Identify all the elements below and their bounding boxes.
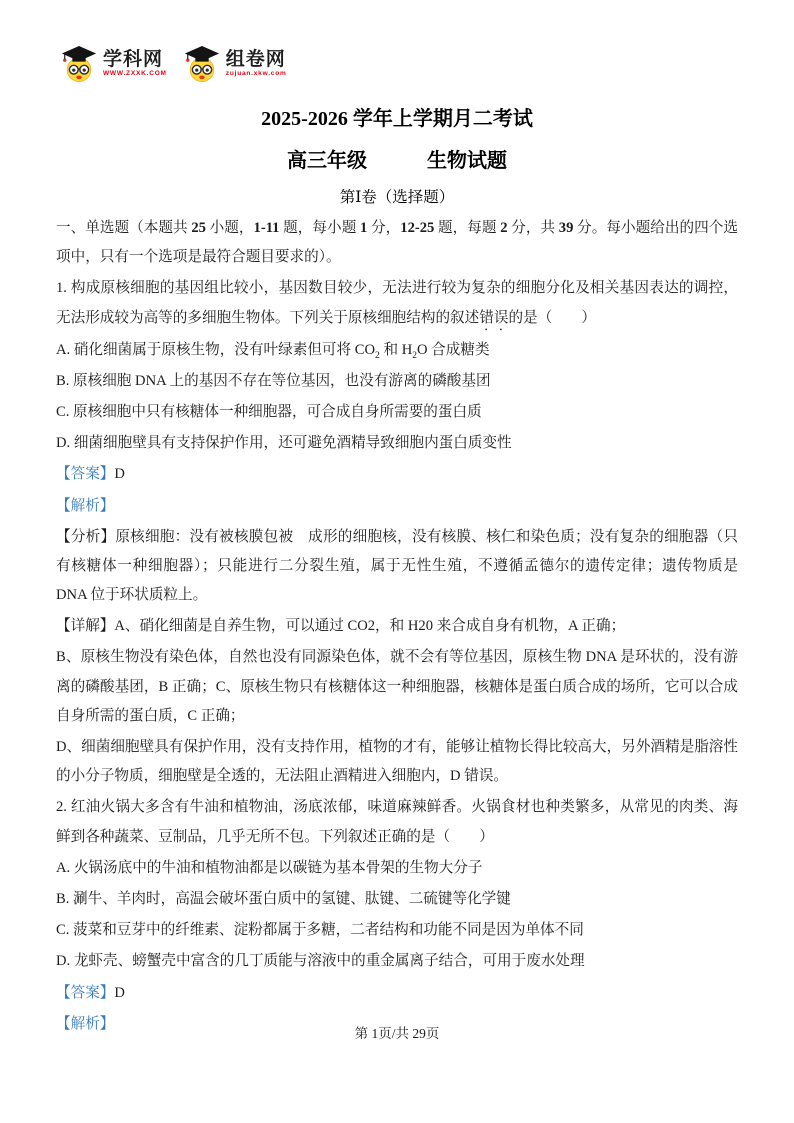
question-2-answer-value: D — [114, 984, 125, 1001]
question-1-analysis: 【分析】原核细胞：没有被核膜包被 成形的细胞核，没有核膜、核仁和染色质；没有复杂的细胞器（只有核糖体一种细胞器）；只能进行二分裂生殖，属于无性生殖，不遵循孟德尔的遗传定律；遗传物质是 DNA 位于环状质粒上。 — [56, 528, 738, 604]
answer-label: 【答案】 — [56, 466, 115, 483]
section-instructions: 一、单选题（本题共 25 小题，1-11 题，每小题 1 分，12-25 题，每题 2 分，共 39 分。每小题给出的四个选项中，只有一个选项是最符合题目要求的）。 — [56, 220, 738, 266]
xuekewang-logo-url: WWW.ZXXK.COM — [103, 70, 167, 78]
zujuanwang-logo — [183, 44, 287, 84]
analysis-label: 【解析】 — [56, 1015, 115, 1032]
section-title: 第Ⅰ卷（选择题） — [339, 189, 455, 206]
question-1-stem: 1. 构成原核细胞的基因组比较小，基因数目较少，无法进行较为复杂的细胞分化及相关基因表达的调控，无法形成较为高等的多细胞生物体。下列关于原核细胞结构的叙述错误的是（ ） — [56, 280, 738, 326]
question-2-option-a: A. 火锅汤底中的牛油和植物油都是以碳链为基本骨架的生物大分子 — [56, 859, 483, 876]
question-1-option-d: D. 细菌细胞壁具有支持保护作用，还可避免酒精导致细胞内蛋白质变性 — [56, 435, 512, 452]
xuekewang-logo-name: 学科网 — [103, 49, 164, 71]
analysis-label: 【解析】 — [56, 497, 115, 514]
question-1-option-b: B. 原核细胞 DNA 上的基因不存在等位基因，也没有游离的磷酸基团 — [56, 372, 491, 389]
question-2-answer-line — [56, 979, 738, 1008]
question-2-stem: 2. 红油火锅大多含有牛油和植物油，汤底浓郁，味道麻辣鲜香。火锅食材也种类繁多，从常见的肉类、海鲜到各种蔬菜、豆制品，几乎无所不包。下列叙述正确的是（ ） — [56, 799, 738, 845]
exam-title: 2025-2026 学年上学期月二考试 — [261, 108, 533, 130]
header-logos — [0, 0, 794, 90]
question-2-option-b: B. 涮牛、羊肉时，高温会破坏蛋白质中的氢键、肽键、二硫键等化学键 — [56, 890, 511, 907]
question-2-option-c: C. 菠菜和豆芽中的纤维素、淀粉都属于多糖，二者结构和功能不同是因为单体不同 — [56, 922, 584, 939]
question-2-option-d: D. 龙虾壳、螃蟹壳中富含的几丁质能与溶液中的重金属离子结合，可用于废水处理 — [56, 953, 585, 970]
question-1-analysis-label-line — [56, 492, 738, 521]
question-1-detail-bc: B、原核生物没有染色体，自然也没有同源染色体，就不会有等位基因，原核生物 DNA 是环状的，没有游离的磷酸基团，B 正确；C、原核生物只有核糖体这一种细胞器，核糖体是蛋白质合成的场所，它可以合成自身所需的蛋白质，C 正确； — [56, 649, 738, 724]
exam-subtitle: 高三年级 生物试题 — [287, 150, 507, 172]
zujuanwang-logo-url: zujuan.xkw.com — [225, 70, 287, 78]
question-1-answer-line — [56, 460, 738, 489]
xuekewang-logo — [60, 44, 167, 84]
answer-label: 【答案】 — [56, 984, 115, 1001]
question-1-detail-d: D、细菌细胞壁具有保护作用，没有支持作用，植物的才有，能够让植物长得比较高大，另外酒精是脂溶性的小分子物质，细胞壁是全透的，无法阻止酒精进入细胞内，D 错误。 — [56, 739, 738, 785]
page-number: 第 1页/共 29页 — [354, 1026, 440, 1041]
graduate-mascot-icon — [60, 44, 98, 84]
zujuanwang-logo-name: 组卷网 — [225, 49, 286, 71]
question-1-detail-a: 【详解】A、硝化细菌是自养生物，可以通过 CO2，和 H20 来合成自身有机物，A 正确； — [56, 618, 626, 635]
question-1-answer-value: D — [114, 466, 125, 483]
question-1-option-a: A. 硝化细菌属于原核生物，没有叶绿素但可将 $CO_2$ 和 $H_2O$ 合成糖类 — [56, 341, 490, 361]
graduate-mascot-icon — [183, 44, 221, 84]
exam-body — [0, 207, 794, 1039]
question-1-option-c: C. 原核细胞中只有核糖体一种细胞器，可合成自身所需要的蛋白质 — [56, 403, 482, 420]
